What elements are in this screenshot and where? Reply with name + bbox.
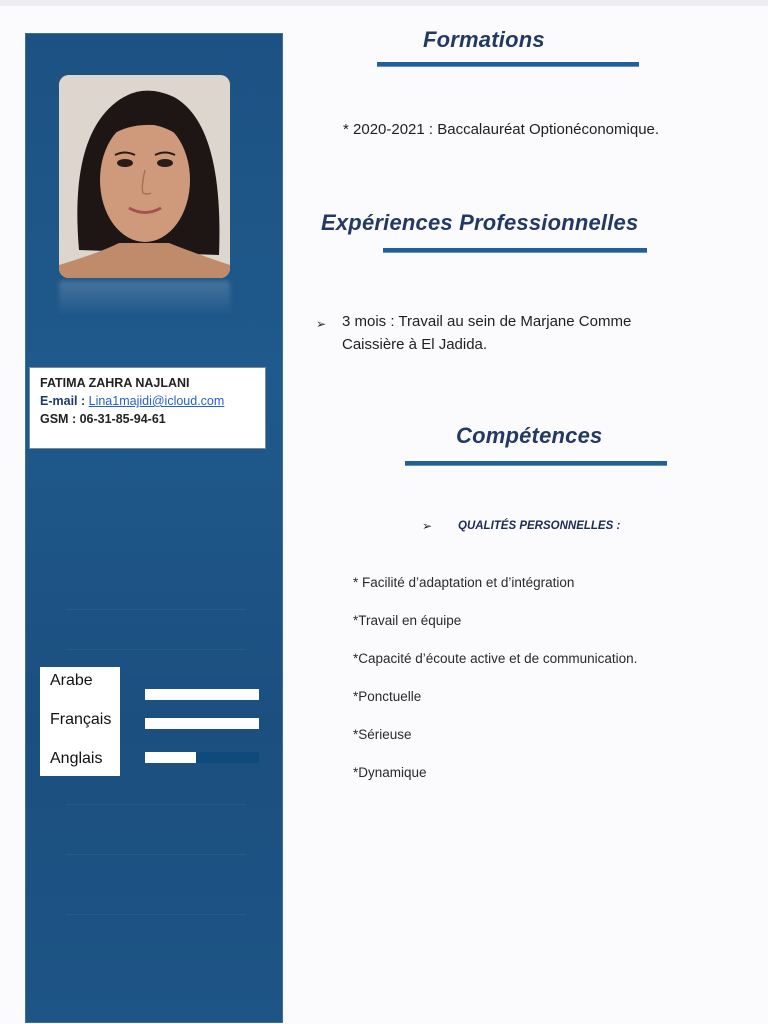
quality-item: *Travail en équipe xyxy=(353,613,462,628)
contact-gsm: GSM : 06-31-85-94-61 xyxy=(40,412,166,426)
experience-line: 3 mois : Travail au sein de Marjane Comme xyxy=(342,313,632,330)
competences-title: Compétences xyxy=(456,423,603,448)
competences-underline xyxy=(405,461,667,466)
language-level-fill xyxy=(145,718,259,729)
email-label: E-mail : xyxy=(40,394,89,408)
page-top-edge xyxy=(0,0,768,6)
language-level-fill xyxy=(145,752,196,763)
contact-name: FATIMA ZAHRA NAJLANI xyxy=(40,376,190,390)
sidebar-decor-line xyxy=(66,649,246,650)
contact-email-row xyxy=(40,392,265,410)
languages-box xyxy=(40,667,120,776)
language-level-bar xyxy=(145,718,259,729)
contact-box xyxy=(29,367,266,449)
language-level-fill xyxy=(145,689,259,700)
profile-photo xyxy=(59,75,230,278)
quality-item: *Ponctuelle xyxy=(353,689,422,704)
photo-reflection xyxy=(59,281,230,315)
experiences-title: Expériences Professionnelles xyxy=(321,210,639,235)
experiences-underline xyxy=(383,248,647,253)
sidebar-decor-line xyxy=(66,854,246,855)
language-label: Anglais xyxy=(50,750,103,767)
formation-item: * 2020-2021 : Baccalauréat Optionéconomique. xyxy=(343,121,660,138)
arrow-bullet-icon: ➢ xyxy=(316,317,327,331)
portrait-image xyxy=(59,75,230,278)
qualities-subtitle: QUALITÉS PERSONNELLES : xyxy=(458,520,621,532)
quality-item: *Sérieuse xyxy=(353,727,412,742)
email-link[interactable]: Lina1majidi@icloud.com xyxy=(88,394,225,408)
language-label: Français xyxy=(50,711,112,728)
language-label: Arabe xyxy=(50,672,93,689)
formations-title: Formations xyxy=(423,27,545,52)
arrow-bullet-icon: ➢ xyxy=(422,519,433,533)
sidebar-decor-line xyxy=(66,804,246,805)
language-level-bar xyxy=(145,689,259,700)
quality-item: *Dynamique xyxy=(353,765,427,780)
language-level-bar xyxy=(145,752,259,763)
experience-line: Caissière à El Jadida. xyxy=(342,336,488,353)
quality-item: *Capacité d’écoute active et de communication. xyxy=(353,651,638,666)
quality-item: * Facilité d’adaptation et d’intégration xyxy=(353,575,575,590)
sidebar-decor-line xyxy=(66,914,246,915)
formations-underline xyxy=(377,62,639,67)
sidebar-decor-line xyxy=(66,609,246,610)
